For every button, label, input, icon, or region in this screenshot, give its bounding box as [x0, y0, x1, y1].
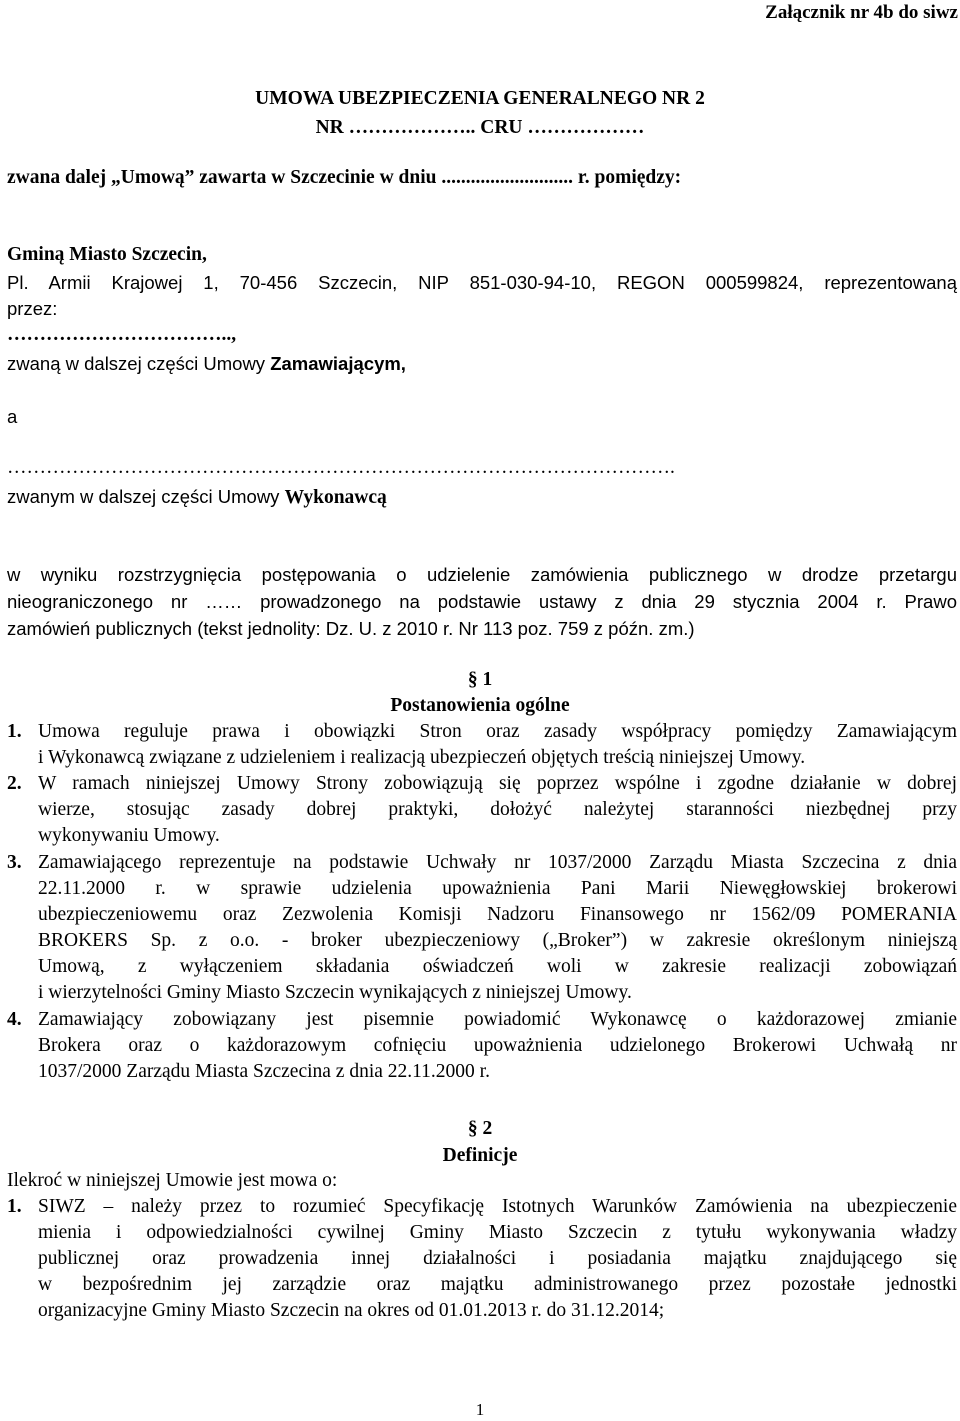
party2-role-line: [7, 484, 387, 511]
item-number: 1.: [7, 721, 22, 742]
item-number: 3.: [7, 852, 22, 873]
party2-role-prefix: zwanym w dalszej części Umowy: [7, 486, 285, 507]
item-line: publicznej oraz prowadzenia innej działalności i posiadania majątku znajdującego się: [38, 1248, 957, 1269]
party2-role: Wykonawcą: [284, 487, 387, 508]
item-line: i Wykonawcą związane z udzieleniem i realizacją ubezpieczeń objętych treścią niniejszej Umowy.: [38, 747, 806, 768]
item-line: organizacyjne Gminy Miasto Szczecin na okres od 01.01.2013 r. do 31.12.2014;: [38, 1300, 665, 1321]
item-line: i wierzytelności Gminy Miasto Szczecin wynikających z niniejszej Umowy.: [38, 982, 632, 1003]
item-line: Zamawiający zobowiązany jest pisemnie powiadomić Wykonawcę o każdorazowej zmianie: [38, 1009, 957, 1030]
preamble-line2: nieograniczonego nr …… prowadzonego na podstawie ustawy z dnia 29 stycznia 2004 r. Prawo: [7, 591, 957, 612]
section1-item-3: [7, 850, 957, 1006]
item-line: 1037/2000 Zarządu Miasta Szczecina z dnia 22.11.2000 r.: [38, 1061, 490, 1082]
party1-role: Zamawiającym,: [270, 353, 406, 374]
item-number: 1.: [7, 1196, 22, 1217]
item-line: mienia i odpowiedzialności cywilnej Gminy Miasto Szczecin z tytułu wykonywania władzy: [38, 1222, 957, 1243]
item-line: wierze, stosując zasady dobrej praktyki, dołożyć należytej staranności niezbędnej przy: [38, 799, 957, 820]
section1-item-2: [7, 771, 957, 849]
section1-item-4: [7, 1007, 957, 1085]
item-line: wykonywaniu Umowy.: [38, 825, 220, 846]
party1-name: Gminą Miasto Szczecin,: [7, 244, 207, 265]
item-number: 4.: [7, 1009, 22, 1030]
section1-item-1: [7, 719, 957, 771]
item-line: Brokera oraz o każdorazowym cofnięciu upoważnienia udzielonego Brokerowi Uchwałą nr: [38, 1035, 957, 1056]
preamble-line1: w wyniku rozstrzygnięcia postępowania o udzielenie zamówienia publicznego w drodze przetargu: [7, 564, 957, 585]
party1-address-line1: Pl. Armii Krajowej 1, 70-456 Szczecin, NIP 851-030-94-10, REGON 000599824, reprezentowaną: [7, 272, 957, 293]
item-line: Umowa reguluje prawa i obowiązki Stron oraz zasady współpracy pomiędzy Zamawiającym: [38, 721, 957, 742]
item-line: ubezpieczeniowemu oraz Zezwolenia Komisji Nadzoru Finansowego nr 1562/09 POMERANIA: [38, 904, 957, 925]
page-number: 1: [475, 1400, 485, 1419]
item-line: w bezpośrednim jej zarządzie oraz majątku administrowanego przez pozostałe jednostki: [38, 1274, 957, 1295]
section2-intro: Ilekroć w niniejszej Umowie jest mowa o:: [7, 1170, 338, 1191]
item-line: SIWZ – należy przez to rozumieć Specyfikację Istotnych Warunków Zamówienia na ubezpieczenie: [38, 1196, 957, 1217]
item-number: 2.: [7, 773, 22, 794]
party1-role-line: [7, 351, 406, 378]
section1-title: Postanowienia ogólne: [390, 695, 570, 716]
document-title-line2: NR ……………….. CRU ………………: [315, 117, 645, 138]
party1-address-line2: przez:: [7, 298, 58, 319]
attachment-note: Załącznik nr 4b do siwz: [765, 2, 958, 23]
party1-role-prefix: zwaną w dalszej części Umowy: [7, 353, 271, 374]
section2-title: Definicje: [442, 1145, 518, 1166]
section1-symbol: § 1: [467, 669, 493, 690]
item-line: Zamawiającego reprezentuje na podstawie Uchwały nr 1037/2000 Zarządu Miasta Szczecina z dnia: [38, 852, 957, 873]
party2-dots: ………………………………………………………………………………………….: [7, 457, 675, 478]
document-title-line1: UMOWA UBEZPIECZENIA GENERALNEGO NR 2: [255, 88, 705, 109]
intro-line: zwana dalej „Umową” zawarta w Szczecinie w dniu ........................... r. pomiędzy:: [7, 167, 682, 188]
item-line: 22.11.2000 r. w sprawie udzielenia upoważnienia Pani Marii Niewęgłowskiej brokerowi: [38, 878, 957, 899]
party1-address: [7, 270, 957, 322]
section2-item-1: [7, 1194, 957, 1324]
party1-dots: ……………………………..,: [7, 324, 237, 345]
item-line: Umową, z wyłączeniem składania oświadczeń woli w zakresie realizacji zobowiązań: [38, 956, 957, 977]
preamble: [7, 561, 957, 642]
item-line: BROKERS Sp. z o.o. - broker ubezpieczeniowy („Broker”) w zakresie określonym niniejszą: [38, 930, 957, 951]
conjunction: a: [7, 406, 18, 427]
section2-symbol: § 2: [467, 1118, 493, 1139]
preamble-line3: zamówień publicznych (tekst jednolity: Dz. U. z 2010 r. Nr 113 poz. 759 z późn. zm.): [7, 618, 695, 639]
item-line: W ramach niniejszej Umowy Strony zobowiązują się poprzez wspólne i zgodne działanie w dobrej: [38, 773, 957, 794]
